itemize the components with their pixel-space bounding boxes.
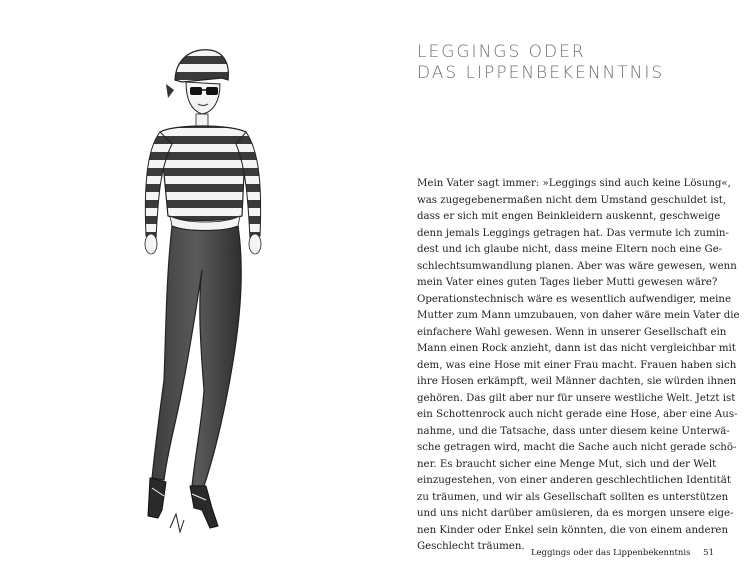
text-line: ihre Hosen erkämpft, weil Männer dachten, sie würden ihnen bbox=[417, 376, 737, 387]
text-line: nen Kinder oder Enkel sein könnten, die von einem anderen bbox=[417, 524, 729, 536]
text-line: was zugegebenermaßen nicht dem Umstand geschuldet ist, bbox=[417, 194, 727, 206]
chapter-title bbox=[417, 42, 664, 84]
text-line: Mann einen Rock anzieht, dann ist das nicht vergleichbar mit bbox=[417, 343, 736, 354]
text-line: und uns nicht darüber amüsieren, da es morgen unsere eige- bbox=[417, 508, 734, 519]
text-line: einzugestehen, von einer anderen geschlechtlichen Identität bbox=[417, 475, 731, 486]
text-line: zu träumen, und wir als Gesellschaft sollten es unterstützen bbox=[417, 491, 729, 503]
text-line: einfachere Wahl gewesen. Wenn in unserer Gesellschaft ein bbox=[417, 326, 727, 338]
text-line: Operationstechnisch wäre es wesentlich aufwendiger, meine bbox=[417, 293, 731, 305]
text-line: gehören. Das gilt aber nur für unsere westliche Welt. Jetzt ist bbox=[417, 392, 736, 404]
page-footer bbox=[531, 548, 714, 558]
text-line: ner. Es braucht sicher eine Menge Mut, sich und der Welt bbox=[417, 458, 717, 470]
text-line: dem, was eine Hose mit einer Frau macht. Frauen haben sich bbox=[417, 359, 737, 371]
text-line: sche getragen wird, macht die Sache auch nicht gerade schö- bbox=[417, 442, 737, 453]
text-line: dass er sich mit engen Beinkleidern auskennt, geschweige bbox=[417, 211, 721, 222]
fashion-illustration bbox=[130, 40, 370, 550]
chapter-title-line-2: DAS LIPPENBEKENNTNIS bbox=[417, 63, 665, 83]
text-line: Mutter zum Mann umzubauen, von daher wäre mein Vater die bbox=[417, 310, 740, 321]
running-title: Leggings oder das Lippenbekenntnis bbox=[530, 548, 691, 558]
text-line: nahme, und die Tatsache, dass unter diesem keine Unterwä- bbox=[417, 425, 730, 437]
page-number: 51 bbox=[703, 548, 714, 558]
text-line: Mein Vater sagt immer: »Leggings sind auch keine Lösung«, bbox=[417, 178, 731, 189]
chapter-title-line-1: LEGGINGS ODER bbox=[417, 42, 586, 62]
text-line: schlechtsumwandlung planen. Aber was wäre gewesen, wenn bbox=[417, 260, 737, 272]
text-line: dest und ich glaube nicht, dass meine Eltern noch eine Ge- bbox=[417, 244, 723, 255]
text-line: ein Schottenrock auch nicht gerade eine Hose, aber eine Aus- bbox=[417, 409, 738, 420]
text-line: mein Vater eines guten Tages lieber Mutti gewesen wäre? bbox=[417, 277, 718, 288]
text-line: Geschlecht träumen. bbox=[417, 541, 525, 552]
text-line: denn jemals Leggings getragen hat. Das vermute ich zumin- bbox=[417, 227, 729, 239]
